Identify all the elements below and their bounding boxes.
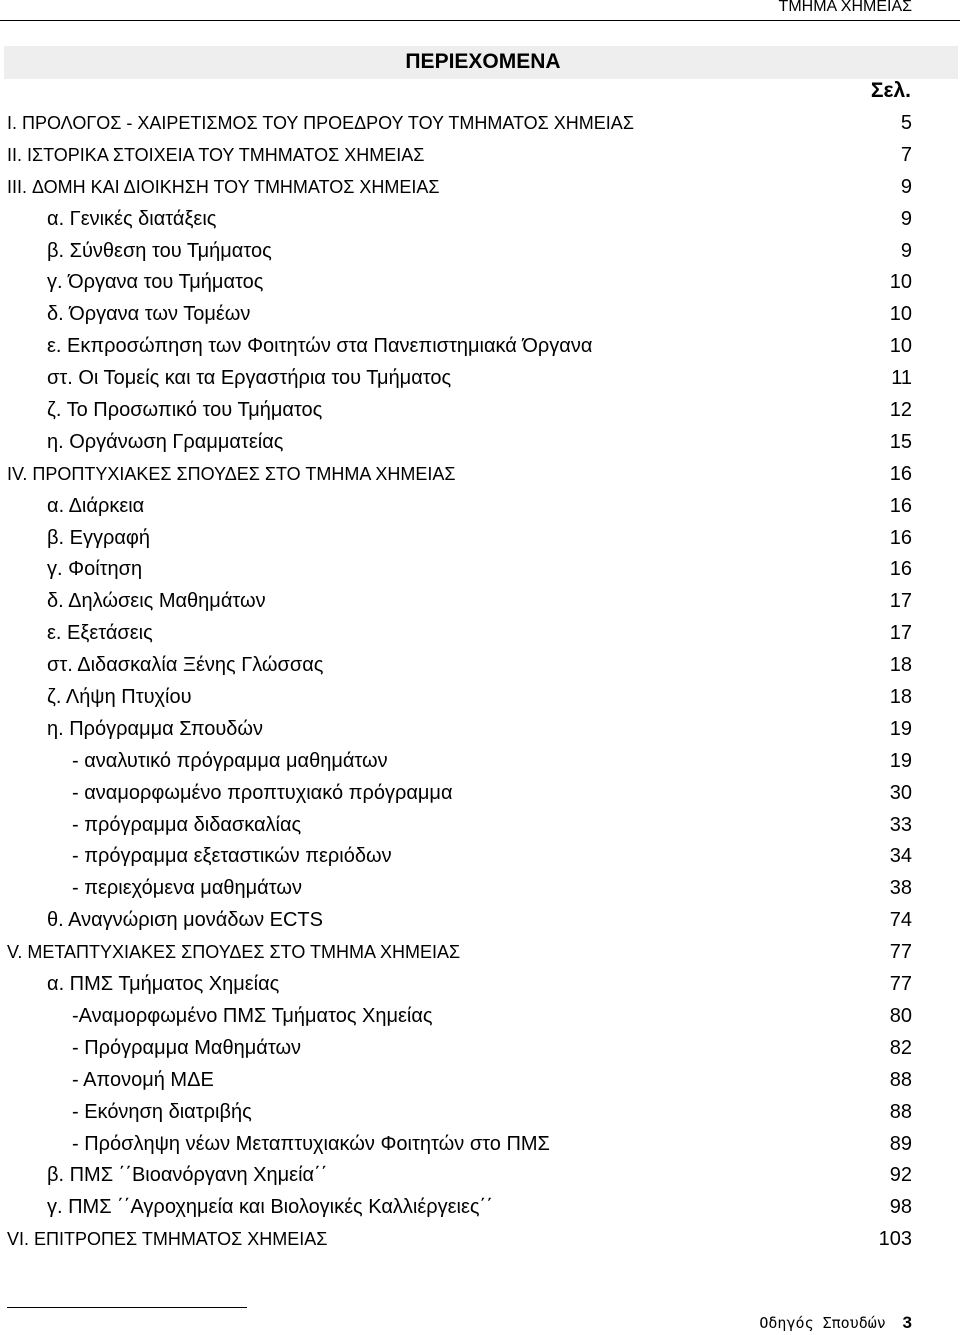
toc-entry[interactable] xyxy=(0,108,960,140)
toc-entry-title: δ. Δηλώσεις Μαθημάτων xyxy=(47,590,266,613)
toc-entry[interactable] xyxy=(0,491,960,523)
page-footer xyxy=(759,1313,912,1333)
toc-entry-title: γ. ΠΜΣ ΄΄Αγροχημεία και Βιολογικές Καλλιέργειες΄΄ xyxy=(47,1196,493,1219)
toc-entry-page: 15 xyxy=(889,430,912,453)
toc-entry-title: ε. Εκπροσώπηση των Φοιτητών στα Πανεπιστημιακά Όργανα xyxy=(47,335,593,358)
toc-entry[interactable] xyxy=(0,810,960,842)
toc-entry-title: I. ΠΡΟΛΟΓΟΣ - ΧΑΙΡΕΤΙΣΜΟΣ ΤΟΥ ΠΡΟΕΔΡΟΥ ΤΟΥ ΤΜΗΜΑΤΟΣ ΧΗΜΕΙΑΣ xyxy=(7,113,634,133)
toc-entry[interactable] xyxy=(0,523,960,555)
toc-entry-page: 80 xyxy=(889,1004,912,1027)
toc-entry-title: α. Γενικές διατάξεις xyxy=(47,207,217,230)
toc-entry-page: 16 xyxy=(889,494,912,517)
toc-entry[interactable] xyxy=(0,299,960,331)
toc-entry[interactable] xyxy=(0,841,960,873)
page-header xyxy=(0,0,960,21)
toc-entry-page: 103 xyxy=(878,1228,912,1251)
toc-entry[interactable] xyxy=(0,1097,960,1129)
toc-entry[interactable] xyxy=(0,682,960,714)
toc-entry-title: γ. Όργανα του Τμήματος xyxy=(47,271,264,294)
toc-entry-page: 10 xyxy=(889,303,912,326)
footer-guide-title: Οδηγός Σπουδών xyxy=(759,1314,886,1332)
toc-entry[interactable] xyxy=(0,1160,960,1192)
table-of-contents xyxy=(0,108,960,1256)
toc-entry-page: 18 xyxy=(889,654,912,677)
toc-entry-title: ε. Εξετάσεις xyxy=(47,622,153,645)
toc-entry-page: 38 xyxy=(889,877,912,900)
toc-entry-page: 77 xyxy=(889,973,912,996)
toc-entry-page: 9 xyxy=(900,239,912,262)
toc-entry[interactable] xyxy=(0,1065,960,1097)
toc-entry-page: 12 xyxy=(889,399,912,422)
toc-entry-title: II. ΙΣΤΟΡΙΚΑ ΣΤΟΙΧΕΙΑ ΤΟΥ ΤΜΗΜΑΤΟΣ ΧΗΜΕΙΑΣ xyxy=(7,144,425,165)
toc-entry-page: 10 xyxy=(889,271,912,294)
toc-entry-page: 17 xyxy=(889,622,912,645)
toc-entry-title: - πρόγραμμα διδασκαλίας xyxy=(72,813,302,836)
toc-entry-title: - Πρόγραμμα Μαθημάτων xyxy=(72,1036,302,1059)
toc-entry-title: - Εκόνηση διατριβής xyxy=(72,1100,252,1123)
toc-entry-title: γ. Φοίτηση xyxy=(47,558,143,581)
toc-entry[interactable] xyxy=(0,714,960,746)
toc-entry[interactable] xyxy=(0,172,960,204)
toc-entry-page: 34 xyxy=(889,845,912,868)
toc-entry-title: -Αναμορφωμένο ΠΜΣ Τμήματος Χημείας xyxy=(72,1004,433,1027)
toc-entry-title: δ. Όργανα των Τομέων xyxy=(47,303,251,326)
toc-entry-page: 30 xyxy=(889,781,912,804)
toc-entry-title: - αναλυτικό πρόγραμμα μαθημάτων xyxy=(72,749,388,772)
toc-entry-title: η. Πρόγραμμα Σπουδών xyxy=(47,717,264,740)
toc-entry[interactable] xyxy=(0,331,960,363)
toc-entry[interactable] xyxy=(0,1001,960,1033)
toc-entry[interactable] xyxy=(0,586,960,618)
toc-entry-title: β. ΠΜΣ ΄΄Βιοανόργανη Χημεία΄΄ xyxy=(47,1164,328,1187)
toc-entry-title: III. ΔΟΜΗ ΚΑΙ ΔΙΟΙΚΗΣΗ ΤΟΥ ΤΜΗΜΑΤΟΣ ΧΗΜΕΙΑΣ xyxy=(7,176,440,197)
toc-entry[interactable] xyxy=(0,395,960,427)
toc-entry-title: β. Σύνθεση του Τμήματος xyxy=(47,239,272,262)
toc-entry[interactable] xyxy=(0,969,960,1001)
toc-entry-page: 98 xyxy=(889,1196,912,1219)
title-band xyxy=(4,46,958,79)
toc-entry[interactable] xyxy=(0,1033,960,1065)
toc-entry[interactable] xyxy=(0,554,960,586)
toc-entry-title: α. Διάρκεια xyxy=(47,494,145,517)
page-column-label: Σελ. xyxy=(870,79,911,102)
toc-entry-title: V. ΜΕΤΑΠΤΥΧΙΑΚΕΣ ΣΠΟΥΔΕΣ ΣΤΟ ΤΜΗΜΑ ΧΗΜΕΙΑΣ xyxy=(7,942,461,963)
toc-entry-page: 10 xyxy=(889,335,912,358)
footer-page-number: 3 xyxy=(902,1313,912,1332)
toc-entry-page: 7 xyxy=(900,143,912,166)
toc-entry-title: η. Οργάνωση Γραμματείας xyxy=(47,430,284,453)
toc-entry-page: 11 xyxy=(891,367,912,390)
toc-entry-page: 9 xyxy=(900,175,912,198)
toc-entry[interactable] xyxy=(0,1192,960,1224)
toc-entry-page: 19 xyxy=(889,717,912,740)
toc-entry-page: 33 xyxy=(889,813,912,836)
toc-entry[interactable] xyxy=(0,459,960,491)
toc-entry-title: στ. Οι Τομείς και τα Εργαστήρια του Τμήματος xyxy=(47,367,452,390)
toc-entry-title: στ. Διδασκαλία Ξένης Γλώσσας xyxy=(47,654,324,677)
toc-entry-page: 88 xyxy=(889,1100,912,1123)
toc-entry[interactable] xyxy=(0,236,960,268)
toc-entry-title: IV. ΠΡΟΠΤΥΧΙΑΚΕΣ ΣΠΟΥΔΕΣ ΣΤΟ ΤΜΗΜΑ ΧΗΜΕΙΑΣ xyxy=(7,463,456,484)
toc-entry-page: 77 xyxy=(889,941,912,964)
toc-entry-page: 16 xyxy=(889,462,912,485)
page-title: ΠΕΡΙΕΧΟΜΕΝΑ xyxy=(405,50,561,73)
toc-entry-page: 16 xyxy=(889,558,912,581)
toc-entry-title: β. Εγγραφή xyxy=(47,526,150,549)
toc-entry[interactable] xyxy=(0,778,960,810)
toc-entry-page: 88 xyxy=(889,1068,912,1091)
toc-entry-title: α. ΠΜΣ Τμήματος Χημείας xyxy=(47,973,280,996)
toc-entry-page: 17 xyxy=(889,590,912,613)
toc-entry[interactable] xyxy=(0,905,960,937)
toc-entry-title: ζ. Λήψη Πτυχίου xyxy=(47,686,192,709)
toc-entry-page: 74 xyxy=(889,909,912,932)
toc-entry[interactable] xyxy=(0,618,960,650)
toc-entry[interactable] xyxy=(0,363,960,395)
toc-entry[interactable] xyxy=(0,427,960,459)
header-department: ΤΜΗΜΑ ΧΗΜΕΙΑΣ xyxy=(778,0,912,15)
toc-entry[interactable] xyxy=(0,746,960,778)
toc-entry-title: ζ. Το Προσωπικό του Τμήματος xyxy=(47,399,323,422)
toc-entry[interactable] xyxy=(0,1224,960,1256)
toc-entry[interactable] xyxy=(0,267,960,299)
toc-entry[interactable] xyxy=(0,204,960,236)
toc-entry-title: θ. Αναγνώριση μονάδων ECTS xyxy=(47,909,323,932)
toc-entry[interactable] xyxy=(0,140,960,172)
toc-entry[interactable] xyxy=(0,650,960,682)
toc-entry[interactable] xyxy=(0,937,960,969)
toc-entry-title: - περιεχόμενα μαθημάτων xyxy=(72,877,302,900)
toc-entry-title: - αναμορφωμένο προπτυχιακό πρόγραμμα xyxy=(72,781,453,804)
toc-entry-title: - Απονομή ΜΔΕ xyxy=(72,1068,214,1091)
toc-entry-page: 89 xyxy=(889,1132,912,1155)
toc-entry-page: 16 xyxy=(889,526,912,549)
toc-entry-title: - Πρόσληψη νέων Μεταπτυχιακών Φοιτητών στο ΠΜΣ xyxy=(72,1132,550,1155)
toc-entry-page: 9 xyxy=(900,207,912,230)
footer-divider xyxy=(7,1307,247,1308)
toc-entry-page: 18 xyxy=(889,686,912,709)
toc-entry-title: VI. ΕΠΙΤΡΟΠΕΣ ΤΜΗΜΑΤΟΣ ΧΗΜΕΙΑΣ xyxy=(7,1229,328,1250)
toc-entry-page: 5 xyxy=(900,112,912,134)
toc-entry-page: 82 xyxy=(889,1036,912,1059)
toc-entry-page: 19 xyxy=(889,749,912,772)
toc-entry-page: 92 xyxy=(889,1164,912,1187)
toc-entry-title: - πρόγραμμα εξεταστικών περιόδων xyxy=(72,845,392,868)
toc-entry[interactable] xyxy=(0,1129,960,1161)
toc-entry[interactable] xyxy=(0,873,960,905)
